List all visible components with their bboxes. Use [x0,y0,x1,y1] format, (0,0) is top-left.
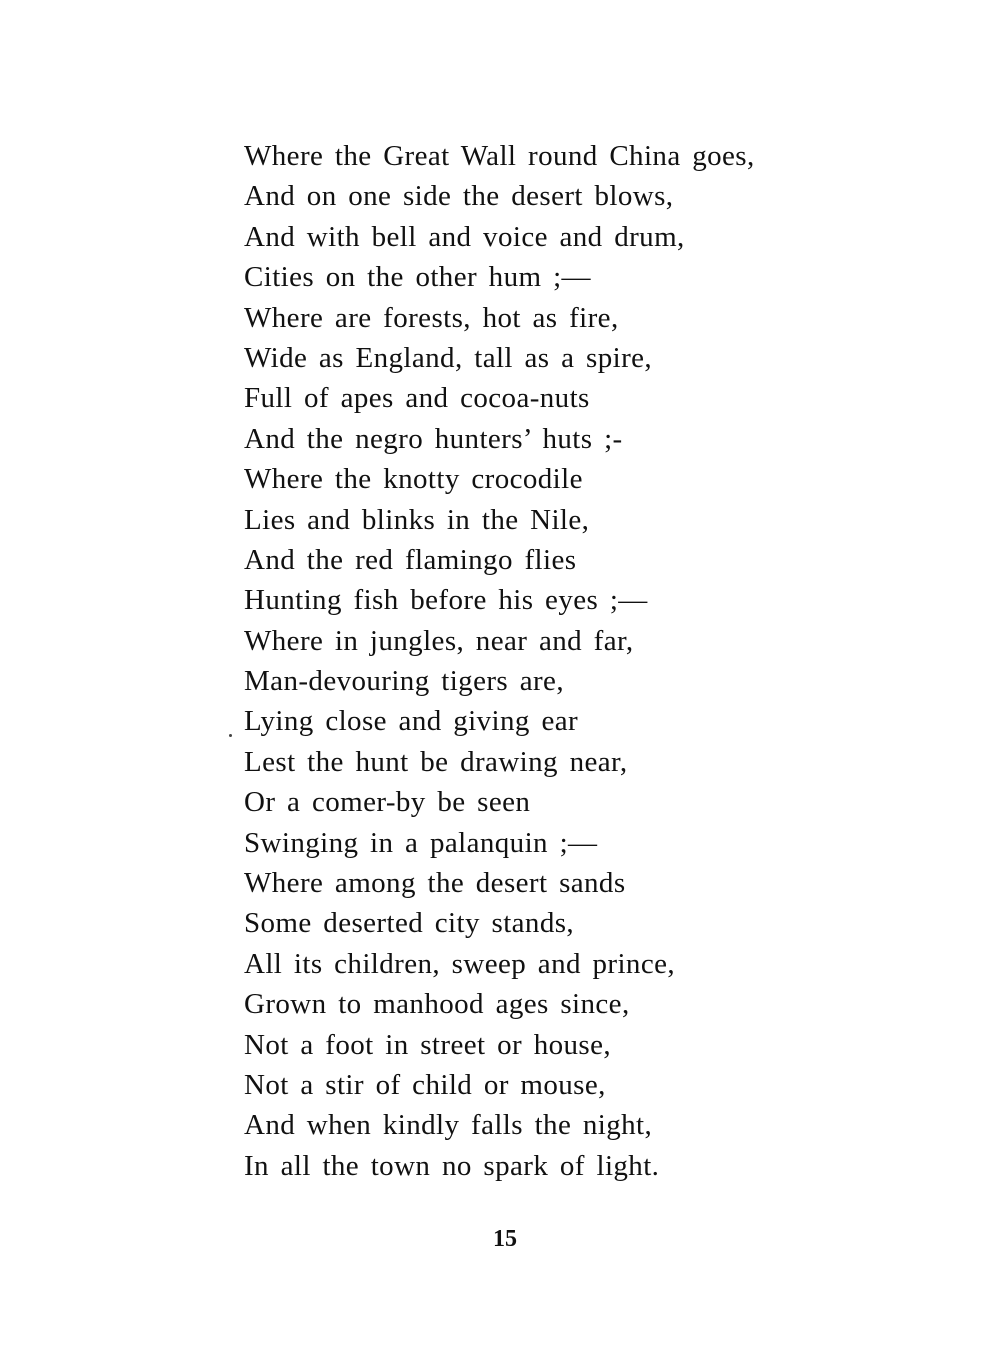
poem-line: Swinging in a palanquin ;— [244,826,598,859]
poem-line: And the red flamingo flies [244,543,577,576]
poem-line: Lying close and giving ear [244,705,579,738]
poem-line: Man-devouring tigers are, [244,665,564,698]
poem-line: And the negro hunters’ huts ;- [244,422,623,455]
poem-line: Where in jungles, near and far, [244,624,634,657]
poem-line: And on one side the desert blows, [244,180,674,213]
poem-line: Where the knotty crocodile [244,463,583,496]
poem-line: Not a foot in street or house, [244,1028,612,1061]
poem-line: Wide as England, tall as a spire, [244,341,653,374]
poem-line: Grown to manhood ages since, [244,988,630,1021]
poem-line: Where are forests, hot as fire, [244,301,619,334]
poem-line: Lest the hunt be drawing near, [244,745,628,778]
poem-line: Where the Great Wall round China goes, [244,140,755,172]
poem-line: Not a stir of child or mouse, [244,1068,606,1101]
poem-line: Lies and blinks in the Nile, [244,503,590,536]
poem-line: Full of apes and cocoa-nuts [244,382,590,415]
page-number: 15 [493,1226,517,1252]
poem-line: And when kindly falls the night, [244,1109,653,1142]
poem-line: Where among the desert sands [244,867,626,900]
poem-line: In all the town no spark of light. [244,1149,660,1182]
poem-line: And with bell and voice and drum, [244,220,685,253]
poem-line: Or a comer-by be seen [244,786,531,819]
poem-line: Some deserted city stands, [244,907,575,940]
ink-speck [229,734,232,737]
poem-line: Hunting fish before his eyes ;— [244,584,648,617]
poem-line: All its children, sweep and prince, [244,947,676,980]
poem [244,136,964,1186]
poem-line: Cities on the other hum ;— [244,261,591,294]
